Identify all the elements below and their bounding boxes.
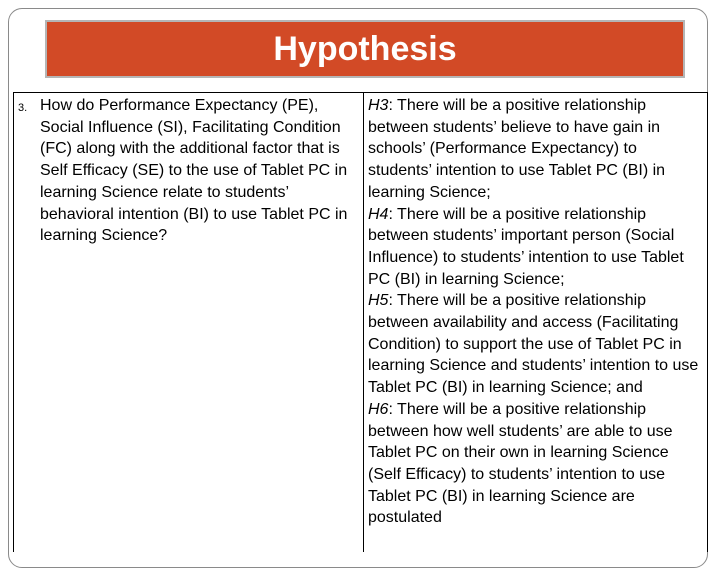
hypothesis-text: : There will be a positive relationship between how well students’ are able to use Tablet PC on their own in learning Science (Self Efficacy) to students’ intention to use Tablet PC (BI) in learning Science are postulated [368, 400, 673, 527]
hypothesis-id: H4 [368, 205, 389, 223]
hypothesis-id: H3 [368, 97, 389, 114]
question-cell [13, 93, 363, 552]
hypothesis-text: : There will be a positive relationship between availability and access (Facilitating Condition) to support the use of Tablet PC in learning Science and students’ intention to use Tablet PC (BI) in learning Science; and [368, 292, 699, 397]
hypothesis-h5 [368, 290, 704, 399]
hypothesis-h3 [368, 95, 704, 204]
hypothesis-h4 [368, 204, 704, 291]
hypothesis-h6 [368, 399, 704, 529]
hypothesis-text: : There will be a positive relationship between students’ important person (Social Influence) to students’ intention to use Tablet PC (BI) in learning Science; [368, 205, 684, 288]
hypotheses-cell [363, 93, 708, 552]
question-text: How do Performance Expectancy (PE), Social Influence (SI), Facilitating Condition (FC) along with the additional factor that is Self Efficacy (SE) to the use of Tablet PC in learning Science relate to students’ behavioral intention (BI) to use Tablet PC in learning Science? [40, 97, 348, 245]
slide-title: Hypothesis [273, 29, 457, 68]
question-number: 3. [18, 102, 28, 114]
hypothesis-table [13, 92, 708, 552]
hypothesis-id: H6 [368, 400, 389, 418]
hypothesis-id: H5 [368, 292, 389, 310]
title-bar [45, 20, 685, 78]
hypothesis-text: : There will be a positive relationship between students’ believe to have gain in schools’ (Performance Expectancy) to students’ intention to use Tablet PC (BI) in learning Science; [368, 97, 666, 201]
